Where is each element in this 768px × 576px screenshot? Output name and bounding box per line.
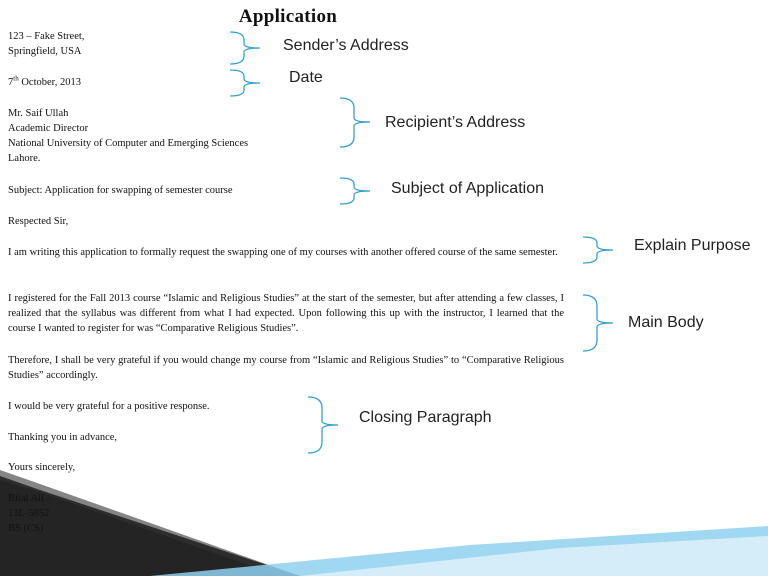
date-suffix: th: [13, 74, 19, 83]
date-rest: October, 2013: [18, 77, 81, 88]
sender-address-line: 123 – Fake Street,: [8, 31, 85, 42]
subject-line: Subject: Application for swapping of semester course: [8, 185, 233, 196]
recipient-line: Academic Director: [8, 123, 89, 134]
recipient-line: Mr. Saif Ullah: [8, 108, 69, 119]
sender-address-line: Springfield, USA: [8, 46, 82, 57]
sign-off: Yours sincerely,: [8, 462, 76, 473]
label-main-body: Main Body: [628, 314, 704, 331]
label-subject-of-application: Subject of Application: [391, 180, 544, 197]
recipient-line: National University of Computer and Emerging Sciences: [8, 138, 249, 149]
label-senders-address: Sender’s Address: [283, 37, 409, 54]
label-recipients-address: Recipient’s Address: [385, 114, 526, 131]
label-closing-paragraph: Closing Paragraph: [359, 409, 492, 426]
purpose-paragraph: I am writing this application to formally request the swapping one of my courses with another offered course of the same semester.: [8, 247, 558, 258]
label-date: Date: [289, 69, 323, 86]
closing-line-2: Thanking you in advance,: [8, 432, 118, 443]
salutation: Respected Sir,: [8, 216, 69, 227]
main-body-paragraph-1: I registered for the Fall 2013 course “Islamic and Religious Studies” at the start of the semester, but after attending a few classes, I realized that the syllabus was different from what I had expected. Upon following this up with the instructor, I learned that the course I wanted to register for was “Comparative Religious Studies”.: [8, 293, 564, 334]
label-explain-purpose: Explain Purpose: [634, 237, 751, 254]
page-title: Application: [238, 6, 338, 27]
date-day: 7: [8, 77, 14, 88]
recipient-line: Lahore.: [8, 153, 41, 164]
closing-line-1: I would be very grateful for a positive response.: [8, 401, 210, 412]
main-body-paragraph-2: Therefore, I shall be very grateful if you would change my course from “Islamic and Religious Studies” to “Comparative Religious Studies” accordingly.: [8, 355, 564, 381]
